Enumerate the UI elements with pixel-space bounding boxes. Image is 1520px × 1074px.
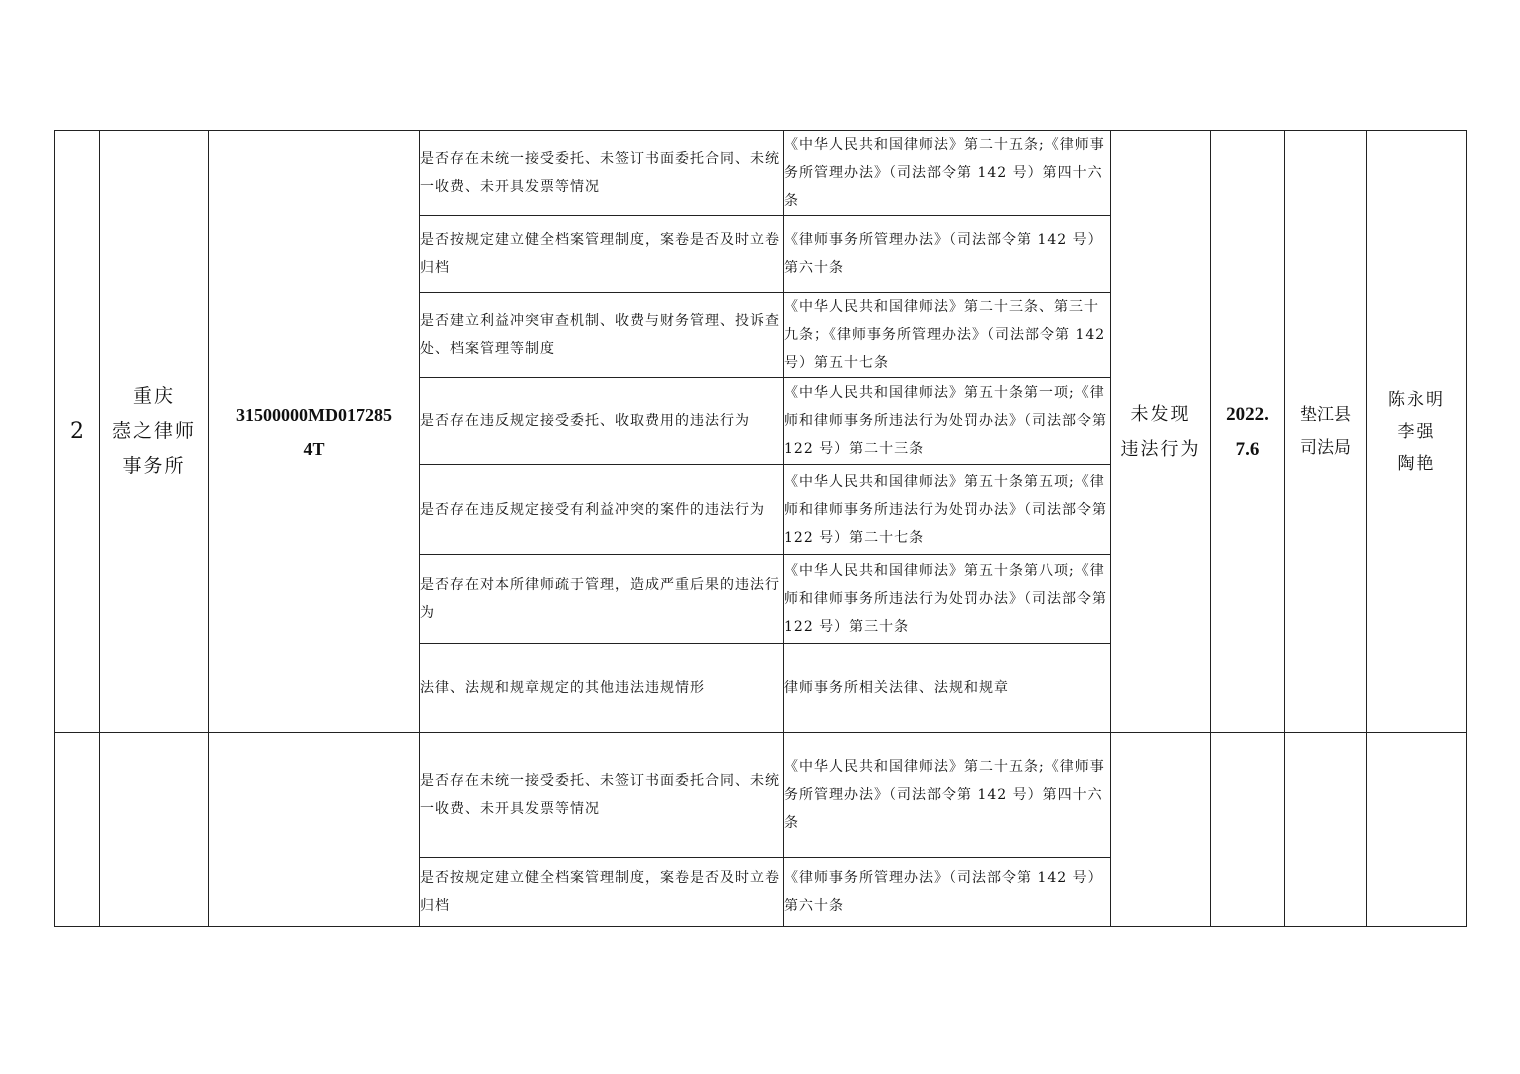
entry-number (55, 733, 100, 927)
result-line: 违法行为 (1120, 438, 1201, 460)
legal-basis: 《中华人民共和国律师法》第二十三条、第三十九条；《律师事务所管理办法》（司法部令第 142 号）第五十七条 (784, 293, 1111, 378)
table-row (55, 131, 1467, 216)
inspecting-agency (1285, 733, 1367, 927)
legal-basis: 《律师事务所管理办法》（司法部令第 142 号）第六十条 (784, 216, 1111, 293)
legal-basis: 《中华人民共和国律师法》第五十条第五项;《律师和律师事务所违法行为处罚办法》（司法部令第 122 号）第二十七条 (784, 465, 1111, 555)
check-item: 是否按规定建立健全档案管理制度，案卷是否及时立卷归档 (420, 216, 784, 293)
inspector-name: 陶艳 (1397, 453, 1436, 474)
check-item: 是否存在违反规定接受有利益冲突的案件的违法行为 (420, 465, 784, 555)
firm-name-line: 重庆 (132, 385, 175, 407)
inspection-result (1111, 733, 1211, 927)
inspection-table (54, 130, 1467, 927)
legal-basis: 《律师事务所管理办法》（司法部令第 142 号）第六十条 (784, 858, 1111, 927)
check-item: 法律、法规和规章规定的其他违法违规情形 (420, 644, 784, 733)
legal-basis: 《中华人民共和国律师法》第二十五条;《律师事务所管理办法》（司法部令第 142 号）第四十六条 (784, 733, 1111, 858)
firm-name-line: 悫之律师 (111, 420, 196, 442)
check-item: 是否按规定建立健全档案管理制度，案卷是否及时立卷归档 (420, 858, 784, 927)
credit-code-line: 4T (303, 438, 325, 459)
check-item: 是否建立利益冲突审查机制、收费与财务管理、投诉查处、档案管理等制度 (420, 293, 784, 378)
check-item: 是否存在违反规定接受委托、收取费用的违法行为 (420, 378, 784, 465)
legal-basis: 《中华人民共和国律师法》第五十条第八项;《律师和律师事务所违法行为处罚办法》（司法部令第 122 号）第三十条 (784, 555, 1111, 644)
legal-basis: 《中华人民共和国律师法》第二十五条;《律师事务所管理办法》（司法部令第 142 号）第四十六条 (784, 131, 1111, 216)
date-line: 2022. (1226, 403, 1269, 425)
result-line: 未发现 (1130, 403, 1191, 425)
inspectors (1367, 733, 1467, 927)
credit-code (209, 733, 420, 927)
inspection-date (1211, 733, 1285, 927)
inspecting-agency (1285, 131, 1367, 733)
date-line: 7.6 (1235, 438, 1260, 460)
credit-code (209, 131, 420, 733)
check-item: 是否存在未统一接受委托、未签订书面委托合同、未统一收费、未开具发票等情况 (420, 733, 784, 858)
entry-number: 2 (55, 131, 100, 733)
credit-code-line: 31500000MD017285 (236, 404, 392, 425)
inspector-name: 陈永明 (1388, 389, 1445, 410)
agency-line: 司法局 (1300, 437, 1351, 458)
inspection-result (1111, 131, 1211, 733)
firm-name (100, 733, 209, 927)
inspection-date (1211, 131, 1285, 733)
agency-line: 垫江县 (1300, 404, 1351, 425)
check-item: 是否存在对本所律师疏于管理，造成严重后果的违法行为 (420, 555, 784, 644)
legal-basis: 《中华人民共和国律师法》第五十条第一项;《律师和律师事务所违法行为处罚办法》（司法部令第 122 号）第二十三条 (784, 378, 1111, 465)
inspectors (1367, 131, 1467, 733)
firm-name (100, 131, 209, 733)
legal-basis: 律师事务所相关法律、法规和规章 (784, 644, 1111, 733)
firm-name-line: 事务所 (122, 455, 186, 477)
check-item: 是否存在未统一接受委托、未签订书面委托合同、未统一收费、未开具发票等情况 (420, 131, 784, 216)
table-row (55, 733, 1467, 858)
inspector-name: 李强 (1397, 421, 1436, 442)
